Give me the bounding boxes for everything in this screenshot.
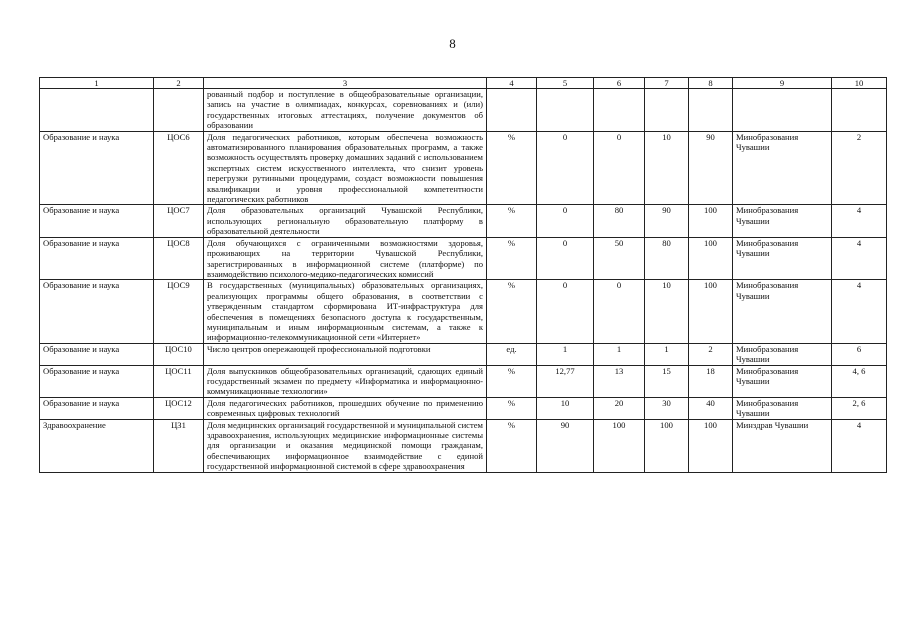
indicator-cell: Доля обучающихся с ограниченными возможностями здоровья, проживающих на территории Чувашской Республики, зарегистрированных в информационной системе (платформе) по взаимодействию психолого-медико-педагогических комиссий — [204, 237, 487, 280]
column-header: 3 — [204, 78, 487, 89]
value-cell: 30 — [645, 397, 689, 419]
value-cell: 100 — [689, 419, 733, 472]
header-row — [40, 78, 887, 89]
executor-cell: Минобразования Чувашии — [733, 280, 832, 343]
value-cell: 100 — [689, 205, 733, 237]
unit-cell: % — [487, 205, 537, 237]
value-cell: 20 — [594, 397, 645, 419]
code-cell: ЦОС6 — [154, 131, 204, 205]
unit-cell: ед. — [487, 343, 537, 365]
executor-cell: Минобразования Чувашии — [733, 205, 832, 237]
value-cell: 90 — [645, 205, 689, 237]
unit-cell — [487, 89, 537, 132]
indicators-table — [39, 77, 887, 473]
value-cell: 0 — [537, 280, 594, 343]
value-cell: 13 — [594, 365, 645, 397]
value-cell: 90 — [689, 131, 733, 205]
unit-cell: % — [487, 365, 537, 397]
indicator-cell: Доля педагогических работников, которым обеспечена возможность автоматизированного планирования образовательных программ, а также возможность осуществлять проверку домашних заданий с использованием экспертных систем искусственного интеллекта, что снизит уровень перегрузки рутинными процедурами, создаст возможности повышения квалификации и уровня профессиональной компетентности педагогических работников — [204, 131, 487, 205]
value-cell: 40 — [689, 397, 733, 419]
unit-cell: % — [487, 131, 537, 205]
column-header: 5 — [537, 78, 594, 89]
value-cell: 50 — [594, 237, 645, 280]
unit-cell: % — [487, 237, 537, 280]
reference-cell: 4 — [832, 280, 887, 343]
value-cell: 10 — [537, 397, 594, 419]
value-cell: 0 — [537, 131, 594, 205]
value-cell: 10 — [645, 131, 689, 205]
table-row — [40, 89, 887, 132]
sector-cell: Образование и наука — [40, 205, 154, 237]
code-cell: ЦОС8 — [154, 237, 204, 280]
sector-cell: Образование и наука — [40, 365, 154, 397]
indicator-cell: рованный подбор и поступление в общеобразовательные организации, запись на участие в олимпиадах, конкурсах, соревнованиях и (или) государственных итоговых аттестациях, получение документов об образовании — [204, 89, 487, 132]
code-cell: ЦОС9 — [154, 280, 204, 343]
value-cell — [594, 89, 645, 132]
unit-cell: % — [487, 397, 537, 419]
sector-cell: Образование и наука — [40, 343, 154, 365]
sector-cell: Образование и наука — [40, 280, 154, 343]
value-cell: 90 — [537, 419, 594, 472]
table-row — [40, 205, 887, 237]
sector-cell — [40, 89, 154, 132]
value-cell: 100 — [645, 419, 689, 472]
table-row — [40, 280, 887, 343]
sector-cell: Образование и наука — [40, 237, 154, 280]
indicator-cell: Доля медицинских организаций государственной и муниципальной систем здравоохранения, использующих медицинские информационные системы для организации и оказания медицинской помощи гражданам, обеспечивающих информационное взаимодействие с единой государственной информационной системой в сфере здравоохранения — [204, 419, 487, 472]
value-cell: 12,77 — [537, 365, 594, 397]
value-cell: 2 — [689, 343, 733, 365]
value-cell: 1 — [594, 343, 645, 365]
value-cell: 0 — [594, 280, 645, 343]
reference-cell: 4 — [832, 237, 887, 280]
reference-cell: 4, 6 — [832, 365, 887, 397]
column-header: 6 — [594, 78, 645, 89]
table-row — [40, 343, 887, 365]
code-cell: ЦОС7 — [154, 205, 204, 237]
indicator-cell: Доля образовательных организаций Чувашской Республики, использующих региональную образовательную платформу в образовательной деятельности — [204, 205, 487, 237]
code-cell: ЦОС12 — [154, 397, 204, 419]
value-cell: 0 — [537, 205, 594, 237]
column-header: 4 — [487, 78, 537, 89]
sector-cell: Здравоохранение — [40, 419, 154, 472]
value-cell: 0 — [594, 131, 645, 205]
indicator-cell: В государственных (муниципальных) образовательных организациях, реализующих программы общего образования, в соответствии с утвержденным стандартом сформирована ИТ-инфраструктура для обеспечения в помещениях безопасного доступа к государственным, муниципальным и иным информационным системам, а также к информационно-телекоммуникационной сети «Интернет» — [204, 280, 487, 343]
value-cell: 100 — [689, 237, 733, 280]
value-cell: 15 — [645, 365, 689, 397]
table-row — [40, 365, 887, 397]
indicator-cell: Доля выпускников общеобразовательных организаций, сдающих единый государственный экзамен по предмету «Информатика и информационно-коммуникационные технологии» — [204, 365, 487, 397]
value-cell: 80 — [594, 205, 645, 237]
table-row — [40, 419, 887, 472]
table-row — [40, 397, 887, 419]
value-cell — [689, 89, 733, 132]
value-cell: 100 — [689, 280, 733, 343]
executor-cell: Минобразования Чувашии — [733, 237, 832, 280]
value-cell: 10 — [645, 280, 689, 343]
reference-cell: 6 — [832, 343, 887, 365]
value-cell: 1 — [537, 343, 594, 365]
column-header: 8 — [689, 78, 733, 89]
value-cell: 1 — [645, 343, 689, 365]
value-cell — [645, 89, 689, 132]
sector-cell: Образование и наука — [40, 397, 154, 419]
page-number: 8 — [449, 36, 456, 51]
unit-cell: % — [487, 419, 537, 472]
value-cell: 100 — [594, 419, 645, 472]
code-cell: ЦОС10 — [154, 343, 204, 365]
indicator-cell: Доля педагогических работников, прошедших обучение по применению современных цифровых технологий — [204, 397, 487, 419]
column-header: 7 — [645, 78, 689, 89]
value-cell: 80 — [645, 237, 689, 280]
reference-cell: 4 — [832, 419, 887, 472]
executor-cell: Минобразования Чувашии — [733, 131, 832, 205]
executor-cell: Минобразования Чувашии — [733, 343, 832, 365]
column-header: 1 — [40, 78, 154, 89]
executor-cell — [733, 89, 832, 132]
executor-cell: Минобразования Чувашии — [733, 397, 832, 419]
sector-cell: Образование и наука — [40, 131, 154, 205]
value-cell — [537, 89, 594, 132]
code-cell — [154, 89, 204, 132]
column-header: 10 — [832, 78, 887, 89]
reference-cell: 2, 6 — [832, 397, 887, 419]
executor-cell: Минобразования Чувашии — [733, 365, 832, 397]
executor-cell: Минздрав Чувашии — [733, 419, 832, 472]
column-header: 9 — [733, 78, 832, 89]
code-cell: ЦЗ1 — [154, 419, 204, 472]
reference-cell: 4 — [832, 205, 887, 237]
reference-cell: 2 — [832, 131, 887, 205]
column-header: 2 — [154, 78, 204, 89]
table-row — [40, 131, 887, 205]
code-cell: ЦОС11 — [154, 365, 204, 397]
reference-cell — [832, 89, 887, 132]
unit-cell: % — [487, 280, 537, 343]
value-cell: 18 — [689, 365, 733, 397]
indicator-cell: Число центров опережающей профессиональной подготовки — [204, 343, 487, 365]
table-row — [40, 237, 887, 280]
value-cell: 0 — [537, 237, 594, 280]
